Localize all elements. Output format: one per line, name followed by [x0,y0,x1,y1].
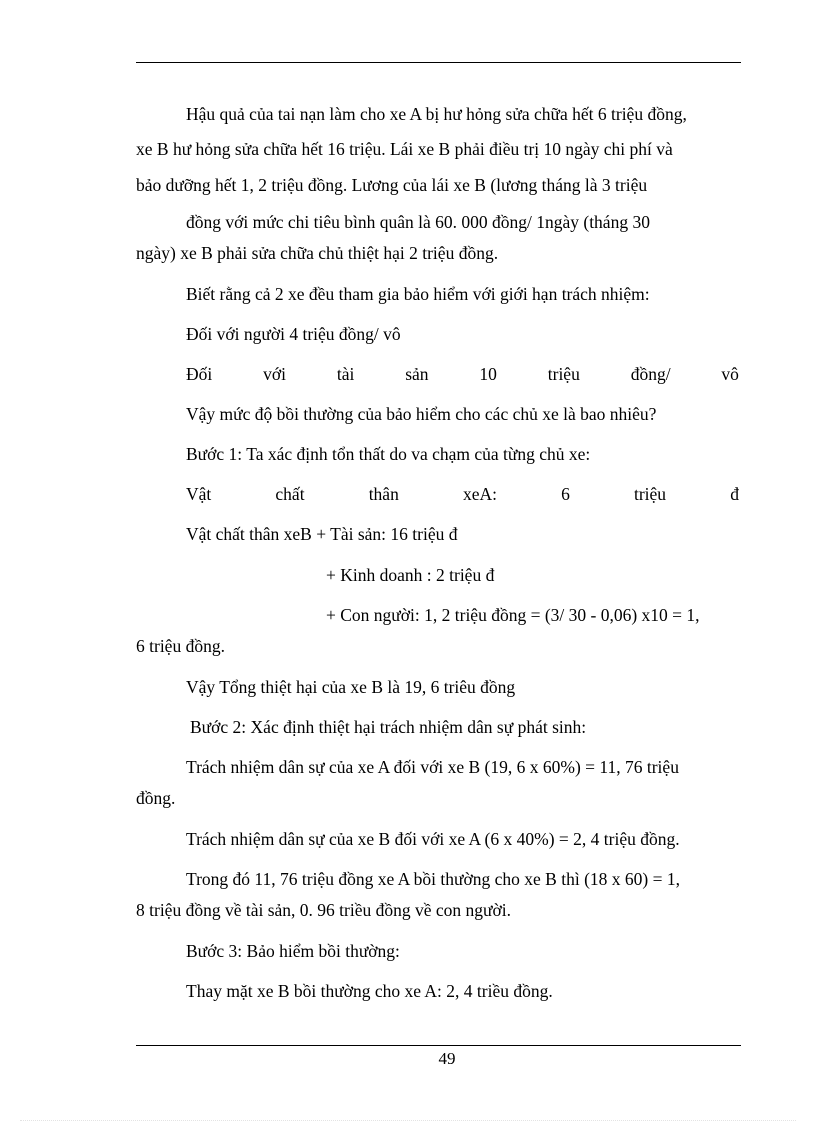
liability-a: Trách nhiệm dân sự của xe A đối với xe B (19, 6 x 60%) = 11, 76 triệu [186,757,679,777]
word: triệu [547,364,580,384]
compensation-split: Trong đó 11, 76 triệu đồng xe A bồi thường cho xe B thì (18 x 60) = 1, [186,869,680,889]
paragraph-line-5: ngày) xe B phải sửa chữa chủ thiệt hại 2 triệu đồng. [136,243,499,263]
limit-property [186,363,739,385]
paragraph-line-3: bảo dưỡng hết 1, 2 triệu đồng. Lương của lái xe B (lương tháng là 3 triệu [136,175,648,195]
step-1-heading: Bước 1: Ta xác định tổn thất do va chạm của từng chủ xe: [186,444,591,464]
insurance-payout: Thay mặt xe B bồi thường cho xe A: 2, 4 triều đồng. [186,981,553,1001]
word: thân [368,484,399,504]
vehicle-b-business: + Kinh doanh : 2 triệu đ [326,565,495,585]
word: tài [336,364,355,384]
footer-rule [136,1045,741,1046]
footer-dotted-border [20,1120,796,1121]
word: đ [730,484,739,504]
vehicle-b-person-cont: 6 triệu đồng. [136,636,225,656]
word: với [263,364,286,384]
word: đồng/ [630,364,671,384]
limit-intro: Biết rằng cả 2 xe đều tham gia bảo hiểm với giới hạn trách nhiệm: [186,284,650,304]
page-number: 49 [438,1049,456,1068]
liability-a-cont: đồng. [136,788,176,808]
word: 10 [479,364,497,384]
step-2-heading: Bước 2: Xác định thiệt hại trách nhiệm dân sự phát sinh: [190,717,587,737]
vehicle-b-property: Vật chất thân xeB + Tài sản: 16 triệu đ [186,524,458,544]
word: xeA: [462,484,497,504]
vehicle-a-damage [186,483,739,505]
limit-person: Đối với người 4 triệu đồng/ vô [186,324,401,344]
question-line: Vậy mức độ bồi thường của bảo hiểm cho các chủ xe là bao nhiêu? [186,404,657,424]
word: Đối [186,364,213,384]
vehicle-b-person: + Con người: 1, 2 triệu đồng = (3/ 30 - 0,06) x10 = 1, [326,605,700,625]
step-3-heading: Bước 3: Bảo hiểm bồi thường: [186,941,400,961]
paragraph-line-2: xe B hư hỏng sửa chữa hết 16 triệu. Lái xe B phải điều trị 10 ngày chi phí và [136,139,673,159]
compensation-split-cont: 8 triệu đồng về tài sản, 0. 96 triều đồng về con người. [136,900,511,920]
word: Vật [186,484,212,504]
word: triệu [633,484,667,504]
liability-b: Trách nhiệm dân sự của xe B đối với xe A (6 x 40%) = 2, 4 triệu đồng. [186,829,680,849]
header-rule [136,62,741,63]
paragraph-line-4: đồng với mức chi tiêu bình quân là 60. 000 đồng/ 1ngày (tháng 30 [186,212,650,232]
vehicle-b-total: Vậy Tổng thiệt hại của xe B là 19, 6 triêu đồng [186,677,516,697]
word: vô [721,364,739,384]
word: chất [275,484,305,504]
paragraph-line-1: Hậu quả của tai nạn làm cho xe A bị hư hỏng sửa chữa hết 6 triệu đồng, [186,104,687,124]
word: sản [405,364,429,384]
word: 6 [561,484,570,504]
